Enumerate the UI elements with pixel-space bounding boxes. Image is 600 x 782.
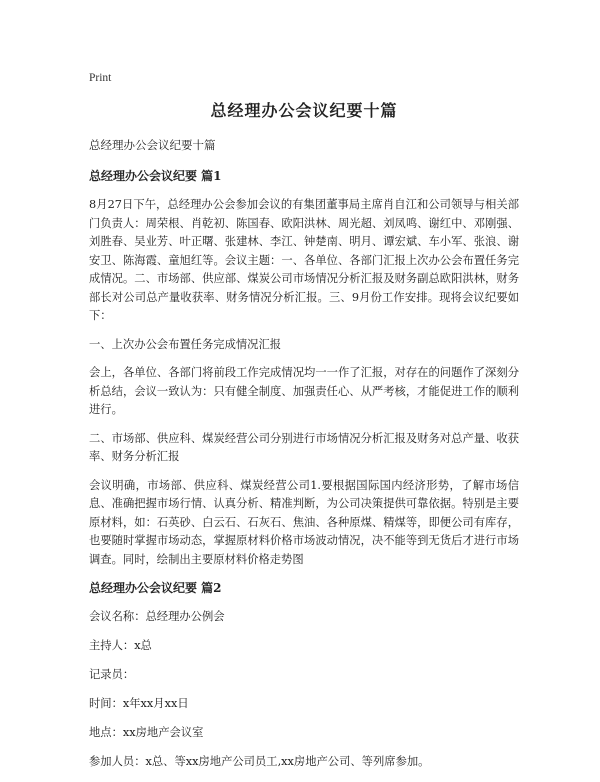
paragraph: 会上，各单位、各部门将前段工作完成情况均一一作了汇报，对存在的问题作了深刻分析总结，会议一致认为：只有健全制度、加强责任心、从严考核，才能促进工作的顺利进行。	[89, 366, 519, 416]
paragraph: 二、市场部、供应科、煤炭经营公司分别进行市场情况分析汇报及财务对总产量、收获率、财务分析汇报	[89, 431, 519, 463]
paragraph: 一、上次办公会布置任务完成情况汇报	[89, 337, 282, 351]
section-heading: 总经理办公会议纪要 篇2	[89, 581, 222, 595]
meeting-name-line: 会议名称：总经理办公例会	[89, 610, 225, 623]
document-page	[89, 72, 519, 782]
attendees-line: 参加人员：x总、等xx房地产公司员工,xx房地产公司、等列席参加。	[89, 755, 430, 768]
location-line: 地点：xx房地产会议室	[89, 726, 204, 739]
time-line: 时间：x年xx月xx日	[89, 697, 189, 710]
print-label: Print	[89, 72, 112, 84]
section-2	[89, 579, 519, 771]
document-subtitle: 总经理办公会议纪要十篇	[89, 138, 216, 152]
recorder-line: 记录员：	[89, 668, 135, 681]
paragraph: 会议明确，市场部、供应科、煤炭经营公司1.要根据国际国内经济形势，了解市场信息、准确把握市场行情、认真分析、精准判断，为公司决策提供可靠依据。特别是主要原材料，如：石英砂、白云石、石灰石、焦油、各种原煤、精煤等，即便公司有库存，也要随时掌握市场动态，掌握原材料价格市场波动情况，决不能等到无货后才进行市场调查。同时，绘制出主要原材料价格走势图	[89, 478, 519, 566]
host-line: 主持人：x总	[89, 639, 152, 652]
paragraph: 8月27日下午，总经理办公会参加会议的有集团董事局主席肖自江和公司领导与相关部门负责人：周荣根、肖乾初、陈国春、欧阳洪林、周光超、刘凤鸣、谢红中、邓刚强、刘胜春、吴业芳、叶正曙、张建林、李江、钟楚南、明月、谭宏斌、车小军、张浪、谢安卫、陈海霞、童旭红等。会议主题：一、各单位、各部门汇报上次办公会布置任务完成情况。二、市场部、供应部、煤炭公司市场情况分析汇报及财务副总欧阳洪林，财务部长对公司总产量收获率、财务情况分析汇报。三、9月份工作安排。现将会议纪要如下：	[89, 198, 519, 322]
document-title: 总经理办公会议纪要十篇	[210, 101, 398, 120]
section-1	[89, 167, 519, 569]
section-heading: 总经理办公会议纪要 篇1	[89, 169, 222, 183]
